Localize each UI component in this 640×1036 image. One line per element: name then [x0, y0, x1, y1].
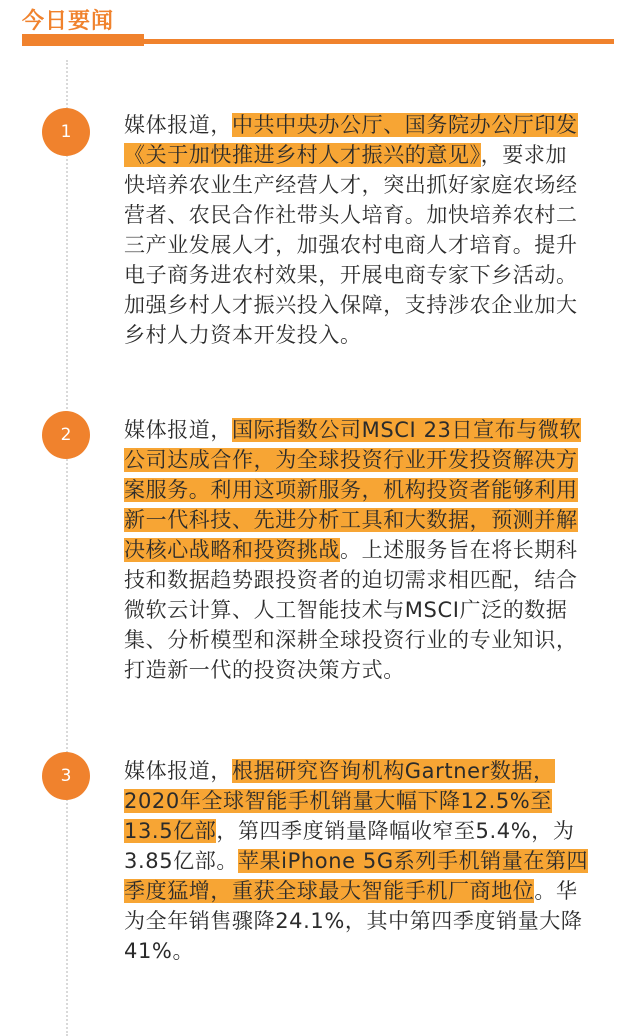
news-number-badge: 1 — [42, 108, 90, 156]
highlighted-text: 苹果iPhone 5G系列手机销量在第四 — [237, 849, 589, 873]
news-line — [124, 230, 604, 260]
news-line — [124, 110, 604, 140]
highlighted-text: 13.5亿部 — [124, 819, 217, 843]
body-text: 打造新一代的投资决策方式。 — [124, 658, 405, 682]
news-line — [124, 936, 604, 966]
body-text: 媒体报道， — [124, 113, 232, 137]
body-text: 微软云计算、人工智能技术与MSCI广泛的数据 — [124, 598, 568, 622]
news-text — [124, 756, 604, 966]
highlighted-text: 中共中央办公厅、国务院办公厅印发 — [232, 113, 578, 137]
news-line — [124, 625, 604, 655]
highlighted-text: 2020年全球智能手机销量大幅下降12.5%至 — [124, 789, 552, 813]
section-title: 今日要闻 — [22, 9, 115, 34]
news-line — [124, 140, 604, 170]
body-text: 电子商务进农村效果，开展电商专家下乡活动。 — [124, 263, 578, 287]
news-line — [124, 565, 604, 595]
news-line — [124, 170, 604, 200]
section-header — [0, 0, 640, 60]
news-line — [124, 320, 604, 350]
body-text: 技和数据趋势跟投资者的迫切需求相匹配，结合 — [124, 568, 578, 592]
news-line — [124, 876, 604, 906]
body-text: 41%。 — [124, 939, 195, 963]
news-line — [124, 846, 604, 876]
news-number-badge: 2 — [42, 411, 90, 459]
timeline-dotted-line — [66, 60, 68, 1036]
news-line — [124, 595, 604, 625]
highlighted-text: 根据研究咨询机构Gartner数据， — [232, 759, 555, 783]
header-underline-rule — [144, 39, 614, 44]
body-text: 快培养农业生产经营人才，突出抓好家庭农场经 — [124, 173, 578, 197]
news-text — [124, 110, 604, 350]
body-text: 集、分析模型和深耕全球投资行业的专业知识， — [124, 628, 578, 652]
news-line — [124, 415, 604, 445]
news-line — [124, 445, 604, 475]
body-text: 为全年销售骤降24.1%，其中第四季度销量大降 — [124, 909, 583, 933]
highlighted-text: 季度猛增，重获全球最大智能手机厂商地位 — [124, 879, 535, 903]
highlighted-text: 新一代科技、先进分析工具和大数据，预测并解 — [124, 508, 578, 532]
news-line — [124, 505, 604, 535]
body-text: 媒体报道， — [124, 418, 232, 442]
body-text: 加强乡村人才振兴投入保障，支持涉农企业加大 — [124, 293, 578, 317]
news-line — [124, 200, 604, 230]
body-text: 乡村人力资本开发投入。 — [124, 323, 362, 347]
highlighted-text: 案服务。利用这项新服务，机构投资者能够利用 — [124, 478, 578, 502]
body-text: 媒体报道， — [124, 759, 232, 783]
news-number-badge: 3 — [42, 752, 90, 800]
news-line — [124, 906, 604, 936]
highlighted-text: 决核心战略和投资挑战 — [124, 538, 340, 562]
body-text: 。上述服务旨在将长期科 — [340, 538, 578, 562]
body-text: ，第四季度销量降幅收窄至5.4%，为 — [216, 819, 575, 843]
news-line — [124, 786, 604, 816]
header-underline-accent — [22, 34, 144, 46]
news-line — [124, 290, 604, 320]
highlighted-text: 公司达成合作，为全球投资行业开发投资解决方 — [124, 448, 578, 472]
news-line — [124, 756, 604, 786]
body-text: 营者、农民合作社带头人培育。加快培养农村二 — [124, 203, 578, 227]
body-text: ，要求加 — [480, 143, 568, 167]
news-line — [124, 816, 604, 846]
body-text: 3.85亿部。 — [124, 849, 238, 873]
news-line — [124, 475, 604, 505]
news-line — [124, 655, 604, 685]
body-text: 。华 — [534, 879, 578, 903]
highlighted-text: 国际指数公司MSCI 23日宣布与微软 — [232, 418, 582, 442]
news-line — [124, 535, 604, 565]
highlighted-text: 《关于加快推进乡村人才振兴的意见》 — [124, 143, 481, 167]
news-text — [124, 415, 604, 685]
body-text: 三产业发展人才，加强农村电商人才培育。提升 — [124, 233, 578, 257]
news-line — [124, 260, 604, 290]
